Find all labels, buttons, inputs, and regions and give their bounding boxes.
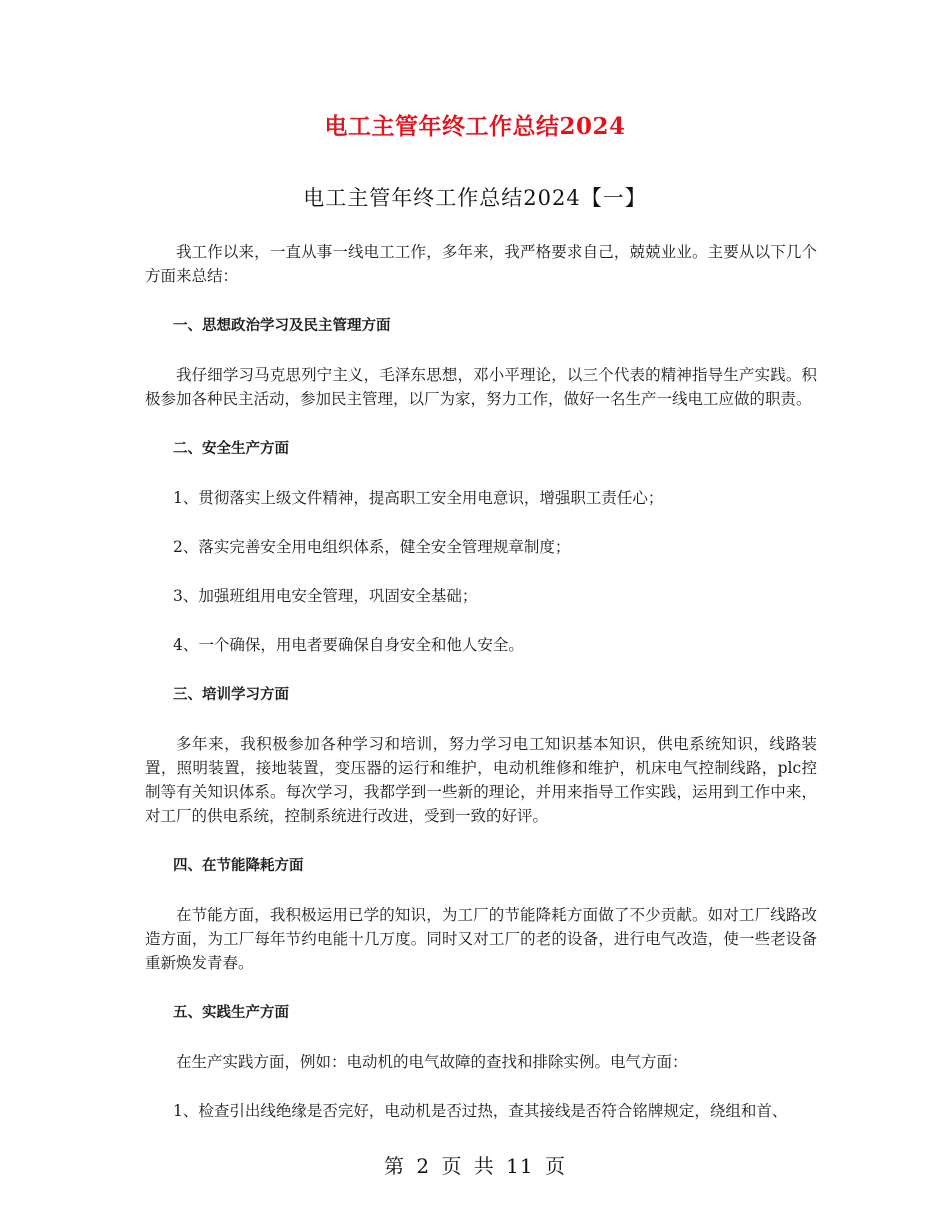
section-heading: 三、培训学习方面 bbox=[173, 687, 289, 703]
document-title: 电工主管年终工作总结2024 bbox=[324, 113, 626, 140]
section-paragraph: 在生产实践方面，例如：电动机的电气故障的查找和排除实例。电气方面： bbox=[176, 1053, 688, 1071]
intro-paragraph: 我工作以来，一直从事一线电工工作，多年来，我严格要求自己，兢兢业业。主要从以下几个方面来总结： bbox=[145, 243, 817, 285]
list-item: 1、检查引出线绝缘是否完好，电动机是否过热，查其接线是否符合铭牌规定，绕组和首、 bbox=[173, 1102, 788, 1120]
document-body bbox=[145, 240, 817, 1123]
list-item: 4、一个确保，用电者要确保自身安全和他人安全。 bbox=[173, 636, 524, 654]
list-item: 3、加强班组用电安全管理，巩固安全基础； bbox=[173, 587, 478, 605]
document-subtitle: 电工主管年终工作总结2024【一】 bbox=[303, 186, 647, 210]
section-heading: 二、安全生产方面 bbox=[173, 441, 289, 457]
section-paragraph: 我仔细学习马克思列宁主义，毛泽东思想，邓小平理论，以三个代表的精神指导生产实践。积极参加各种民主活动，参加民主管理，以厂为家，努力工作，做好一名生产一线电工应做的职责。 bbox=[145, 366, 817, 408]
section-paragraph: 在节能方面，我积极运用已学的知识，为工厂的节能降耗方面做了不少贡献。如对工厂线路改造方面，为工厂每年节约电能十几万度。同时又对工厂的老的设备，进行电气改造，使一些老设备重新焕发青春。 bbox=[145, 906, 817, 972]
section-heading: 五、实践生产方面 bbox=[173, 1005, 289, 1021]
section-paragraph: 多年来，我积极参加各种学习和培训，努力学习电工知识基本知识，供电系统知识，线路装置，照明装置，接地装置，变压器的运行和维护，电动机维修和维护，机床电气控制线路，plc控制等有关知识体系。每次学习，我都学到一些新的理论，并用来指导工作实践，运用到工作中来，对工厂的供电系统，控制系统进行改进，受到一致的好评。 bbox=[145, 735, 817, 825]
list-item: 2、落实完善安全用电组织体系，健全安全管理规章制度； bbox=[173, 538, 571, 556]
list-item: 1、贯彻落实上级文件精神，提高职工安全用电意识，增强职工责任心； bbox=[173, 489, 664, 507]
section-heading: 一、思想政治学习及民主管理方面 bbox=[173, 318, 391, 334]
section-heading: 四、在节能降耗方面 bbox=[173, 858, 304, 874]
page-number-footer: 第 2 页 共 11 页 bbox=[384, 1154, 566, 1178]
